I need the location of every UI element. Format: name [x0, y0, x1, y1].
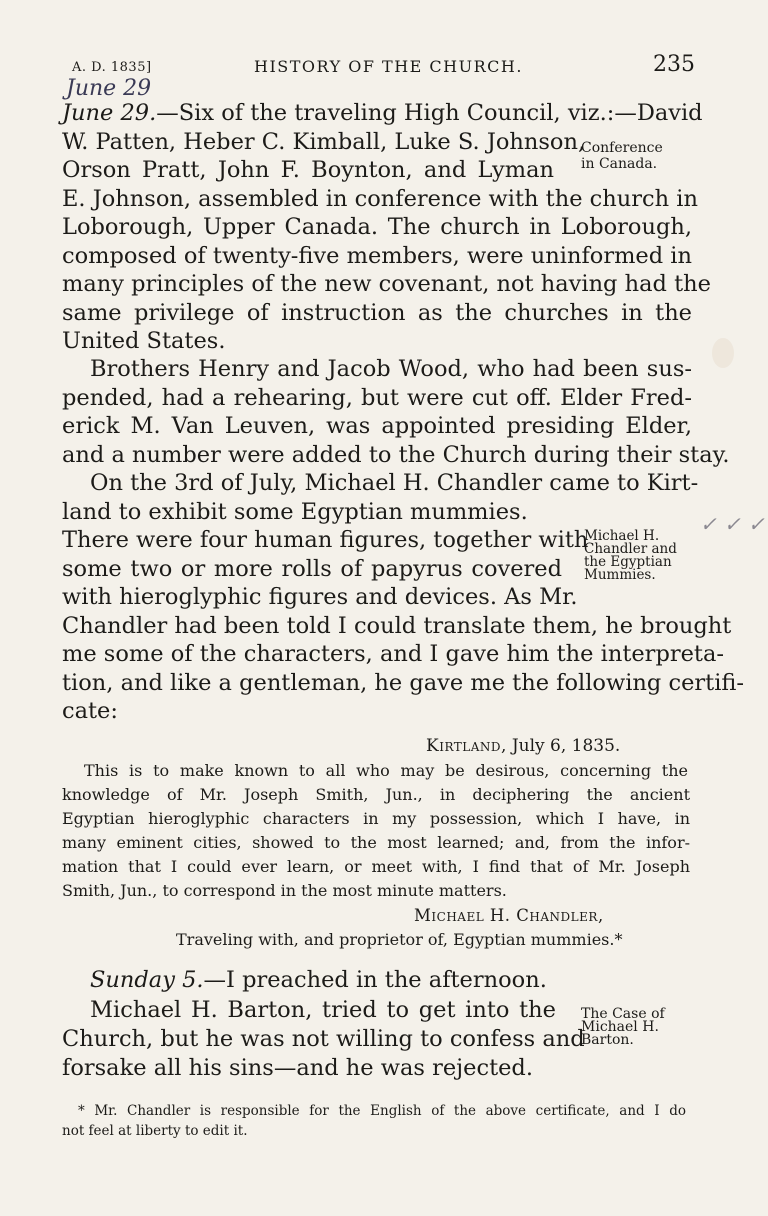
certificate-signature-note: Traveling with, and proprietor of, Egyptian mummies.*	[176, 930, 623, 949]
header-year: A. D. 1835]	[72, 60, 152, 75]
text-line: There were four human figures, together with	[62, 527, 589, 553]
certificate-line: Smith, Jun., to correspond in the most minute matters.	[62, 881, 507, 900]
certificate-signature: Michael H. Chandler,	[414, 906, 604, 925]
entry-date: Sunday 5.	[90, 967, 204, 993]
text-line: cate:	[62, 698, 118, 724]
entry-date: June 29.	[62, 100, 157, 126]
text-line: On the 3rd of July, Michael H. Chandler came to Kirt-	[90, 470, 699, 496]
sidenote-conference: Conference in Canada.	[581, 140, 663, 172]
footnote-line: * Mr. Chandler is responsible for the English of the above certificate, and I do	[78, 1103, 686, 1119]
text-line: land to exhibit some Egyptian mummies.	[62, 499, 528, 525]
text-line: me some of the characters, and I gave him the interpreta-	[62, 641, 724, 667]
text-line: tion, and like a gentleman, he gave me the following certifi-	[62, 670, 744, 696]
text-line: Michael H. Barton, tried to get into the	[90, 997, 556, 1023]
text-line: some two or more rolls of papyrus covered	[62, 556, 562, 582]
sidenote-chandler: Michael H. Chandler and the Egyptian Mummies.	[584, 528, 677, 583]
text-line: E. Johnson, assembled in conference with the church in	[62, 186, 698, 212]
page-number: 235	[653, 52, 695, 77]
text-line: Loborough, Upper Canada. The church in Loborough,	[62, 214, 692, 240]
pencil-checkmark-icon: ✓	[700, 512, 717, 536]
sidenote-barton: The Case of Michael H. Barton.	[581, 1006, 665, 1048]
text-line: Orson Pratt, John F. Boynton, and Lyman	[62, 157, 554, 183]
text-line: United States.	[62, 328, 226, 354]
pencil-checkmark-icon: ✓	[748, 512, 765, 536]
certificate-line: Egyptian hieroglyphic characters in my possession, which I have, in	[62, 809, 690, 828]
text-line: many principles of the new covenant, not having had the	[62, 271, 711, 297]
text-line: June 29.—Six of the traveling High Council, viz.:—David	[62, 100, 703, 126]
text-line: Church, but he was not willing to confess and	[62, 1026, 585, 1052]
text-line: Brothers Henry and Jacob Wood, who had been sus-	[90, 356, 692, 382]
certificate-line: mation that I could ever learn, or meet with, I find that of Mr. Joseph	[62, 857, 690, 876]
text-line: Sunday 5.—I preached in the afternoon.	[90, 967, 547, 993]
text-line: with hieroglyphic figures and devices. As Mr.	[62, 584, 578, 610]
text-line: W. Patten, Heber C. Kimball, Luke S. Johnson,	[62, 129, 586, 155]
handwritten-annotation: June 29	[66, 76, 152, 101]
text-line: composed of twenty-five members, were uninformed in	[62, 243, 692, 269]
header-title: HISTORY OF THE CHURCH.	[254, 57, 523, 76]
text-line: pended, had a rehearing, but were cut off. Elder Fred-	[62, 385, 692, 411]
certificate-line: This is to make known to all who may be desirous, concerning the	[84, 761, 688, 780]
text-line: Chandler had been told I could translate them, he brought	[62, 613, 732, 639]
pencil-checkmark-icon: ✓	[724, 512, 741, 536]
text-line: same privilege of instruction as the churches in the	[62, 300, 692, 326]
footnote-line: not feel at liberty to edit it.	[62, 1123, 248, 1139]
text-line: erick M. Van Leuven, was appointed presiding Elder,	[62, 413, 692, 439]
certificate-line: many eminent cities, showed to the most learned; and, from the infor-	[62, 833, 690, 852]
paper-stain	[712, 338, 734, 368]
certificate-line: knowledge of Mr. Joseph Smith, Jun., in deciphering the ancient	[62, 785, 690, 804]
certificate-dateline: Kirtland, July 6, 1835.	[426, 736, 621, 756]
text-line: forsake all his sins—and he was rejected.	[62, 1055, 533, 1081]
text-line: and a number were added to the Church during their stay.	[62, 442, 730, 468]
